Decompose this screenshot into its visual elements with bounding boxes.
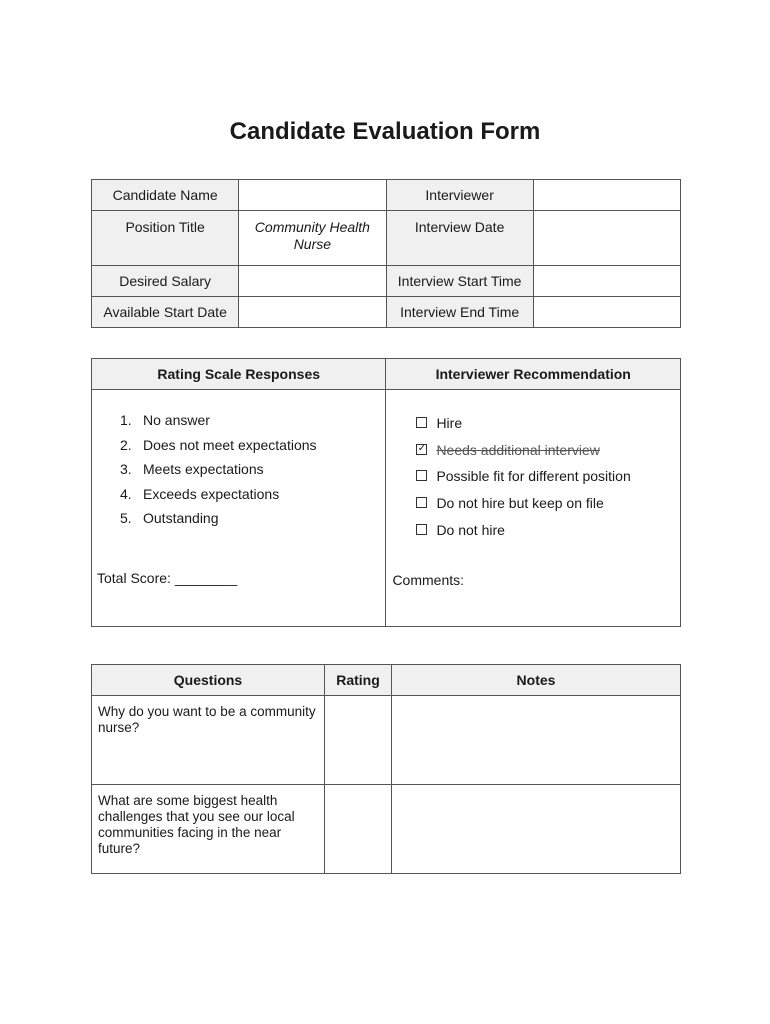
recommendation-cell: [386, 390, 681, 627]
notes-header: Notes: [392, 665, 681, 696]
interview-date-label: Interview Date: [386, 211, 533, 266]
rating-scale-cell: [92, 390, 386, 627]
notes-field[interactable]: [392, 696, 681, 785]
candidate-info-table: [91, 179, 681, 328]
position-title-field[interactable]: Community Health Nurse: [239, 211, 386, 266]
checkbox[interactable]: [416, 417, 427, 428]
desired-salary-label: Desired Salary: [92, 266, 239, 297]
recommendation-option-possible-fit[interactable]: [416, 468, 630, 495]
comments-label[interactable]: Comments:: [392, 572, 465, 588]
recommendation-header: Interviewer Recommendation: [386, 359, 681, 390]
checkbox[interactable]: [416, 470, 427, 481]
option-label: Possible fit for different position: [436, 468, 631, 485]
scale-item-label: Meets expectations: [143, 461, 264, 477]
candidate-name-label: Candidate Name: [92, 180, 239, 211]
scale-item: 3. Meets expectations: [120, 461, 264, 477]
interviewer-field[interactable]: [533, 180, 680, 211]
table-row: [92, 785, 681, 874]
interview-start-time-field[interactable]: [533, 266, 680, 297]
scale-item: 4. Exceeds expectations: [120, 485, 280, 502]
desired-salary-field[interactable]: [239, 266, 386, 297]
checkbox[interactable]: [416, 524, 427, 535]
scale-item-label: No answer: [143, 412, 210, 428]
questions-header: Questions: [92, 665, 325, 696]
rating-recommendation-table: [91, 358, 681, 627]
option-label: Hire: [436, 415, 463, 431]
rating-field[interactable]: [325, 696, 392, 785]
candidate-name-field[interactable]: [239, 180, 386, 211]
option-label: Do not hire: [436, 521, 505, 538]
questions-table: [91, 664, 681, 874]
option-label: Needs additional interview: [436, 441, 600, 458]
scale-item-label: Outstanding: [143, 510, 219, 526]
checkbox-checked[interactable]: ✓: [417, 443, 427, 455]
available-start-date-label: Available Start Date: [92, 297, 239, 328]
scale-item: 2. Does not meet expectations: [120, 436, 317, 453]
interview-end-time-label: Interview End Time: [386, 297, 533, 328]
position-title-label: Position Title: [92, 211, 239, 266]
interview-end-time-field[interactable]: [533, 297, 680, 328]
interview-date-field[interactable]: [533, 211, 680, 266]
option-label: Do not hire but keep on file: [436, 495, 604, 512]
scale-item: 1. No answer: [120, 412, 210, 428]
available-start-date-field[interactable]: [239, 297, 386, 328]
interviewer-label: Interviewer: [386, 180, 533, 211]
interview-start-time-label: Interview Start Time: [386, 266, 533, 297]
table-row: [92, 696, 681, 785]
total-score-field[interactable]: Total Score: ________: [97, 570, 238, 586]
question-text: What are some biggest health challenges that you see our local communities facing in the near future?: [92, 785, 325, 874]
scale-item: 5. Outstanding: [120, 510, 219, 526]
rating-scale-list: [120, 412, 317, 535]
rating-field[interactable]: [325, 785, 392, 874]
checkbox[interactable]: [416, 497, 427, 508]
recommendation-option-do-not-hire[interactable]: [416, 522, 630, 549]
form-title: Candidate Evaluation Form: [229, 118, 541, 145]
rating-header: Rating: [325, 665, 392, 696]
recommendation-option-needs-additional-interview[interactable]: [416, 442, 630, 469]
recommendation-option-keep-on-file[interactable]: [416, 495, 630, 522]
recommendation-list: [416, 415, 630, 548]
scale-item-label: Does not meet expectations: [143, 436, 317, 453]
question-text: Why do you want to be a community nurse?: [92, 696, 325, 785]
notes-field[interactable]: [392, 785, 681, 874]
recommendation-option-hire[interactable]: [416, 415, 630, 442]
scale-item-label: Exceeds expectations: [143, 485, 280, 502]
rating-scale-header: Rating Scale Responses: [92, 359, 386, 390]
